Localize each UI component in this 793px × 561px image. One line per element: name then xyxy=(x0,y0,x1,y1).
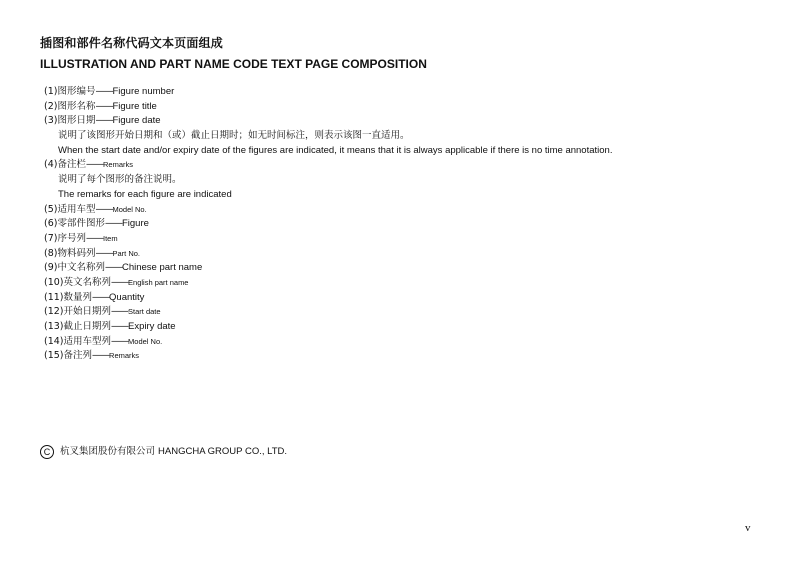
item-label-en: Remarks xyxy=(109,351,140,361)
list-item xyxy=(44,114,612,129)
list-note xyxy=(44,173,612,188)
list-item xyxy=(44,349,612,364)
list-item xyxy=(44,305,612,320)
item-label-en: Figure xyxy=(121,218,149,230)
item-label-en: Start date xyxy=(128,307,161,317)
item-dash: —— xyxy=(111,306,129,318)
item-dash: —— xyxy=(95,247,113,259)
item-label-cn: 数量列 xyxy=(63,291,93,303)
page-title-chinese: 插图和部件名称代码文本页面组成 xyxy=(40,36,224,50)
item-number: (9) xyxy=(44,262,58,274)
item-label-en: Figure date xyxy=(112,115,161,127)
page-number: v xyxy=(745,522,751,534)
item-label-en: Expiry date xyxy=(128,321,176,332)
item-number: (11) xyxy=(44,291,64,303)
item-number: (3) xyxy=(44,115,58,127)
item-dash: —— xyxy=(92,350,110,362)
item-dash: —— xyxy=(92,291,110,303)
item-number: (14) xyxy=(44,335,64,347)
item-number: (6) xyxy=(44,218,58,230)
item-number: (13) xyxy=(44,321,64,332)
item-dash: —— xyxy=(95,115,113,127)
item-label-cn: 开始日期列 xyxy=(63,306,112,318)
item-label-en: Model No. xyxy=(128,336,163,346)
note-text-en: When the start date and/or expiry date of the figures are indicated, it means that it is always applicable if there is no time annotation. xyxy=(58,144,613,156)
item-dash: —— xyxy=(85,232,103,244)
item-label-cn: 序号列 xyxy=(57,232,86,244)
footer xyxy=(40,443,287,459)
item-number: (8) xyxy=(44,247,58,259)
item-label-en: Model No. xyxy=(112,204,147,214)
list-item xyxy=(44,320,612,335)
item-number: (4) xyxy=(44,159,58,171)
item-label-en: Remarks xyxy=(102,160,133,170)
list-item xyxy=(44,158,612,173)
note-text-cn: 说明了每个图形的备注说明。 xyxy=(58,174,182,186)
item-dash: —— xyxy=(104,262,122,274)
item-number: (7) xyxy=(44,232,58,244)
item-label-cn: 适用车型 xyxy=(57,203,96,215)
item-label-cn: 物料码列 xyxy=(57,247,96,259)
item-label-en: Figure title xyxy=(112,100,157,112)
item-dash: —— xyxy=(104,218,122,230)
item-label-cn: 适用车型列 xyxy=(63,335,112,347)
item-dash: —— xyxy=(85,159,103,171)
company-name-cn: 杭叉集团股份有限公司 xyxy=(60,446,156,457)
list-item xyxy=(44,100,612,115)
list-item xyxy=(44,276,612,291)
item-label-cn: 图形编号 xyxy=(57,86,96,97)
item-label-en: Part No. xyxy=(112,248,140,258)
item-label-cn: 英文名称列 xyxy=(63,276,112,288)
item-label-en: English part name xyxy=(128,277,189,287)
item-number: (12) xyxy=(44,306,64,318)
note-text-en: The remarks for each figure are indicated xyxy=(58,188,232,200)
list-item xyxy=(44,203,612,218)
item-number: (2) xyxy=(44,100,58,112)
item-label-cn: 图形名称 xyxy=(57,100,96,112)
item-label-en: Chinese part name xyxy=(121,262,203,274)
list-item xyxy=(44,217,612,232)
note-text-cn: 说明了该图形开始日期和（或）截止日期时；如无时间标注，则表示该图一直适用。 xyxy=(58,130,410,142)
item-label-cn: 图形日期 xyxy=(57,115,96,127)
item-dash: —— xyxy=(95,203,113,215)
list-note xyxy=(44,188,612,203)
item-label-cn: 截止日期列 xyxy=(63,321,112,332)
list-item xyxy=(44,261,612,276)
item-label-en: Quantity xyxy=(109,291,145,303)
list-item xyxy=(44,85,612,100)
list-item xyxy=(44,335,612,350)
list-note xyxy=(44,129,612,144)
item-label-cn: 备注栏 xyxy=(57,159,86,171)
item-number: (1) xyxy=(44,86,58,97)
item-number: (5) xyxy=(44,203,58,215)
item-number: (10) xyxy=(44,276,64,288)
item-label-en: Figure number xyxy=(112,86,175,97)
list-item xyxy=(44,247,612,262)
item-dash: —— xyxy=(111,335,129,347)
item-label-cn: 中文名称列 xyxy=(57,262,105,274)
item-number: (15) xyxy=(44,350,64,362)
list-item xyxy=(44,291,612,306)
item-dash: —— xyxy=(95,100,113,112)
item-label-cn: 零部件图形 xyxy=(57,218,105,230)
composition-list xyxy=(44,85,612,364)
list-item xyxy=(44,232,612,247)
item-label-en: Item xyxy=(102,233,118,243)
copyright-icon: C xyxy=(40,445,54,459)
item-dash: —— xyxy=(95,86,113,97)
item-dash: —— xyxy=(111,321,129,332)
item-dash: —— xyxy=(111,276,129,288)
page-title-english: ILLUSTRATION AND PART NAME CODE TEXT PAGE COMPOSITION xyxy=(40,57,427,71)
item-label-cn: 备注列 xyxy=(63,350,93,362)
company-name-en: HANGCHA GROUP CO., LTD. xyxy=(158,446,288,457)
list-note xyxy=(44,144,612,159)
